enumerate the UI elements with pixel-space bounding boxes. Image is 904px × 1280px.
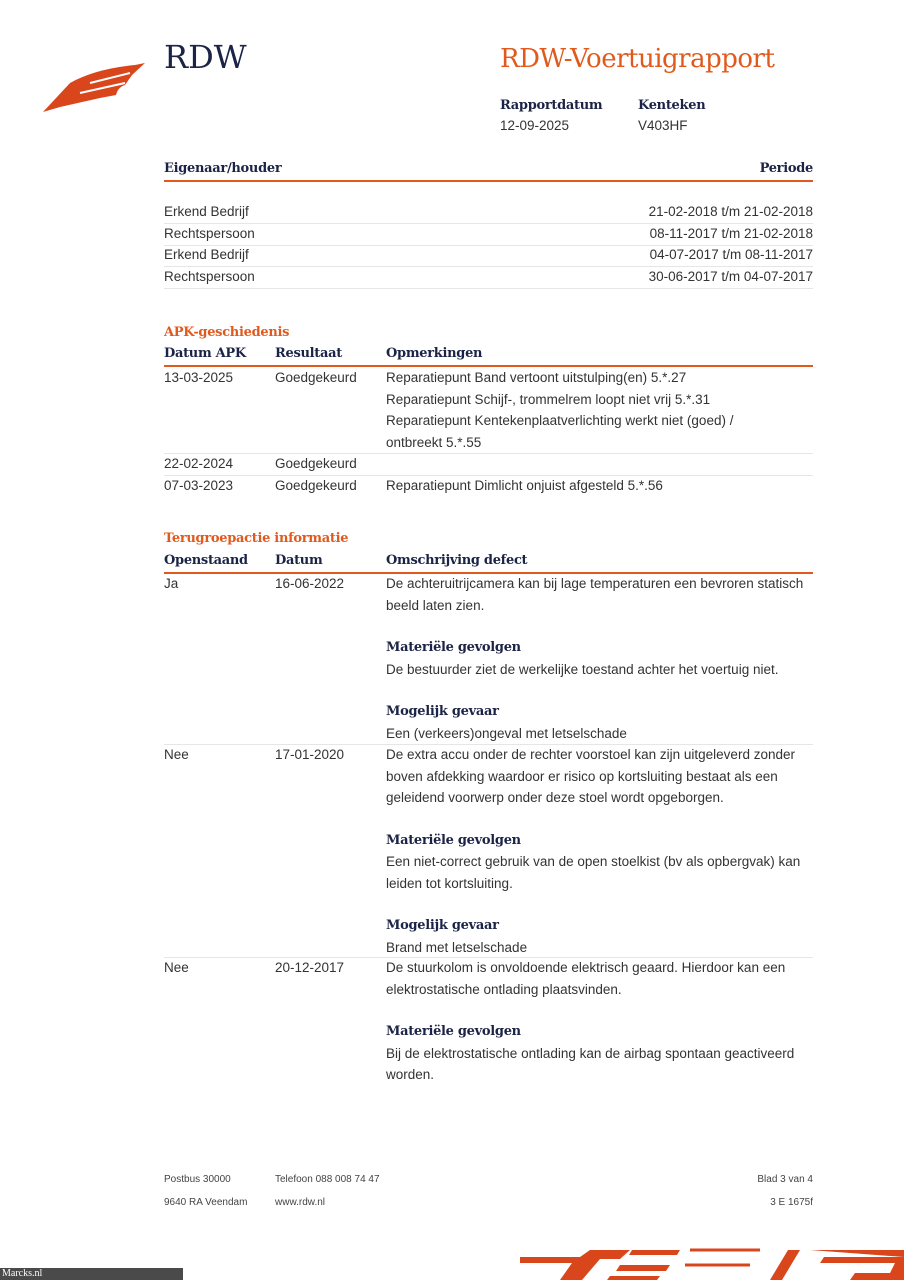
recall-open: Ja [164,576,179,591]
material-text: Bij de elektrostatische ontlading kan de airbag spontaan geactiveerd worden. [386,1045,795,1082]
owner-period: 04-07-2017 t/m 08-11-2017 [649,247,813,262]
danger-label: Mogelijk gevaar [386,704,499,719]
apk-remark: Reparatiepunt Dimlicht onjuist afgesteld 5.*.56 [386,477,663,493]
rapportdatum-value: 12-09-2025 [500,118,570,133]
period-header: Periode [759,161,813,176]
apk-remark: Reparatiepunt Band vertoont uitstulping(en) 5.*.27 [386,370,687,385]
recall-details [386,957,816,1086]
apk-remark: Reparatiepunt Kentekenplaatverlichting werkt niet (goed) / [386,413,734,428]
recall-title: Terugroepactie informatie [164,531,349,546]
owner-row [164,266,813,287]
apk-remark: ontbreekt 5.*.55 [386,434,482,450]
owner-type: Rechtspersoon [164,225,255,241]
recall-open: Nee [164,960,189,975]
apk-col-remarks: Opmerkingen [386,346,483,361]
material-label: Materiële gevolgen [386,1024,521,1039]
apk-row [164,475,813,497]
owner-row [164,201,813,222]
owners-header: Eigenaar/houder [164,161,282,176]
danger-text: Een (verkeers)ongeval met letselschade [386,725,627,741]
owner-type: Erkend Bedrijf [164,204,249,219]
apk-result: Goedgekeurd [275,477,357,493]
owner-period: 21-02-2018 t/m 21-02-2018 [648,204,813,219]
danger-text: Brand met letselschade [386,939,528,955]
recall-date: 16-06-2022 [275,576,345,591]
apk-date: 22-02-2024 [164,456,234,471]
apk-result: Goedgekeurd [275,456,357,471]
owner-type: Erkend Bedrijf [164,247,249,262]
recall-row [164,744,813,957]
recall-open: Nee [164,747,189,762]
recall-col-defect: Omschrijving defect [386,553,528,568]
recall-col-date: Datum [275,553,323,568]
recall-row [164,573,813,744]
recall-date: 17-01-2020 [275,747,345,762]
apk-date: 07-03-2023 [164,477,234,493]
report-title: RDW-Voertuigrapport [500,44,775,74]
apk-col-result: Resultaat [275,346,342,361]
footer-city: 9640 RA Veendam [164,1197,248,1208]
danger-label: Mogelijk gevaar [386,918,499,933]
rapportdatum-label: Rapportdatum [500,98,603,113]
footer-phone: Telefoon 088 008 74 47 [275,1174,380,1185]
logo-text: RDW [164,38,247,76]
apk-row [164,367,813,453]
apk-remark: Reparatiepunt Schijf-, trommelrem loopt niet vrij 5.*.31 [386,391,711,407]
kenteken-label: Kenteken [638,98,706,113]
defect-text: De achteruitrijcamera kan bij lage temperaturen een bevroren statisch beeld laten zien. [386,576,804,613]
source-overlay: Marcks.nl [0,1268,183,1280]
owner-row [164,223,813,244]
material-label: Materiële gevolgen [386,640,521,655]
owner-period: 08-11-2017 t/m 21-02-2018 [649,225,813,241]
recall-details [386,744,816,958]
material-text: Een niet-correct gebruik van de open stoelkist (bv als opbergvak) kan leiden tot kortsluiting. [386,854,801,891]
recall-col-open: Openstaand [164,553,248,568]
owner-type: Rechtspersoon [164,268,255,284]
recall-details [386,573,816,744]
footer-code: 3 E 1675f [770,1197,813,1208]
stripes-watermark-icon [520,1245,904,1280]
footer-postbus: Postbus 30000 [164,1174,231,1185]
row-divider [164,288,813,289]
apk-col-date: Datum APK [164,346,246,361]
rdw-logo-icon [40,55,150,115]
owner-row [164,244,813,265]
apk-result: Goedgekeurd [275,370,357,385]
kenteken-value: V403HF [638,118,688,133]
footer-web[interactable]: www.rdw.nl [275,1197,326,1208]
material-label: Materiële gevolgen [386,832,521,848]
defect-text: De extra accu onder de rechter voorstoel kan zijn uitgeleverd zonder boven afdekking waardoor er risico op kortsluiting bestaat als een geleidend voorwerp onder deze stoel wordt opgeborgen. [386,747,795,805]
footer-page: Blad 3 van 4 [757,1174,813,1185]
apk-title: APK-geschiedenis [164,325,290,340]
recall-row [164,957,813,1107]
apk-row [164,453,813,475]
material-text: De bestuurder ziet de werkelijke toestand achter het voertuig niet. [386,661,779,677]
apk-date: 13-03-2025 [164,370,234,385]
recall-date: 20-12-2017 [275,960,345,975]
defect-text: De stuurkolom is onvoldoende elektrisch geaard. Hierdoor kan een elektrostatische ontlading plaatsvinden. [386,960,786,997]
owner-period: 30-06-2017 t/m 04-07-2017 [648,268,813,284]
